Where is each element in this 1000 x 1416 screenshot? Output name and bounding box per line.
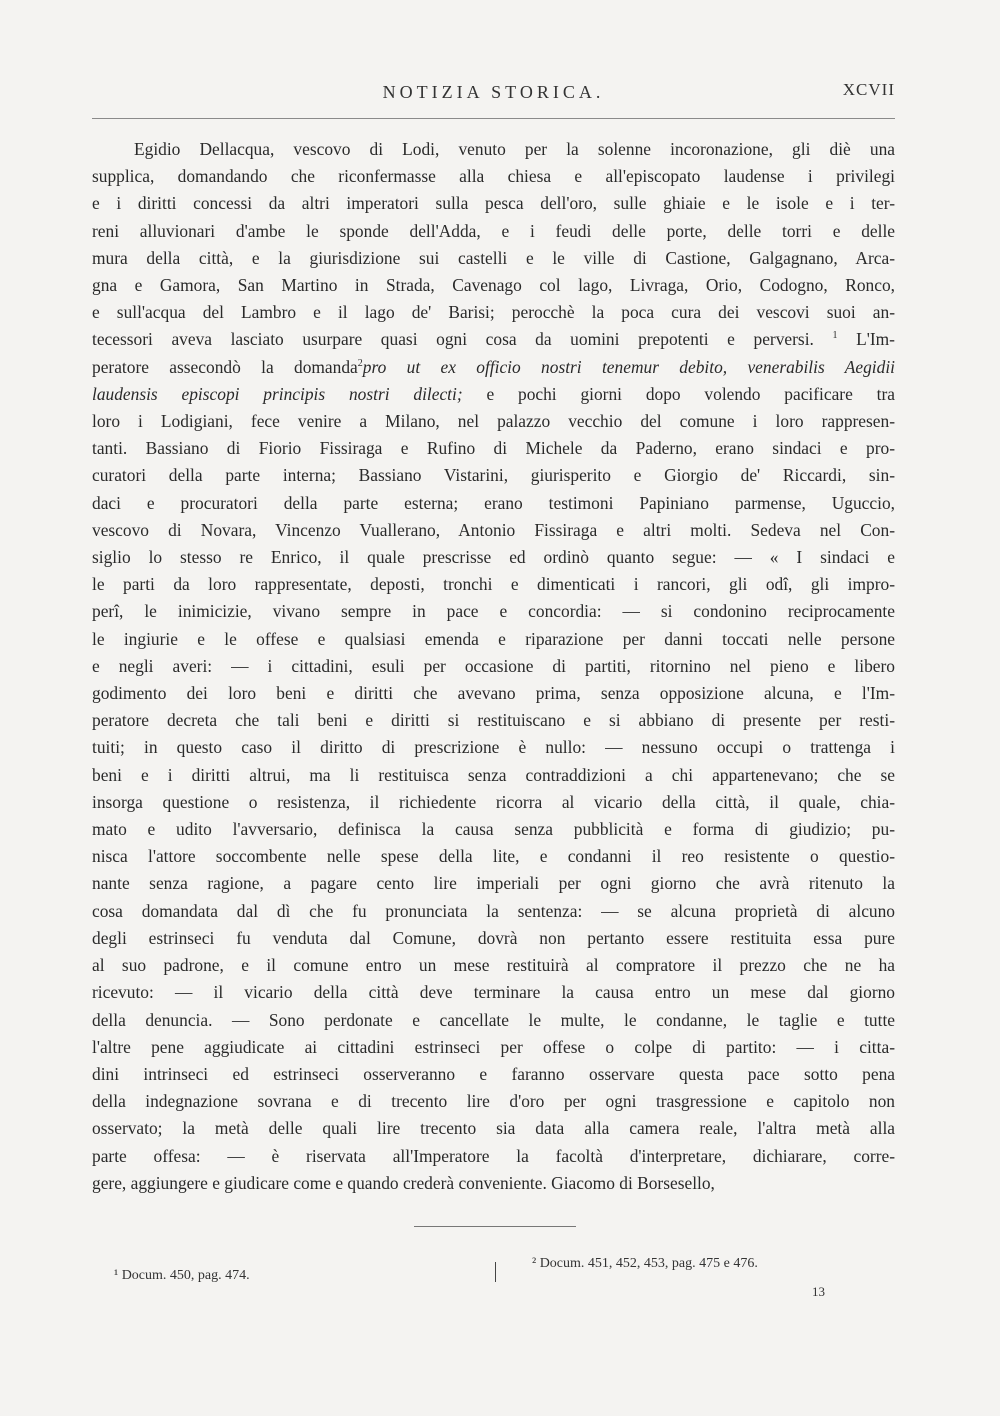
text-line: osservato; la metà delle quali lire trecento sia data alla camera reale, l'altra metà alla — [92, 1118, 895, 1139]
footnote-1: ¹ Docum. 450, pag. 474. — [114, 1268, 250, 1283]
text-line: nisca l'attore soccombente nelle spese della lite, e condanni il reo resistente o questio- — [92, 846, 895, 867]
header-rule — [92, 118, 895, 119]
text-line: peratore decreta che tali beni e diritti si restituiscano e si abbiano di presente per resti- — [92, 710, 895, 731]
footnote-ref: 2 — [357, 357, 363, 369]
text-line: l'altre pene aggiudicate ai cittadini estrinseci per offese o colpe di partito: — i citta- — [92, 1036, 895, 1057]
text-line: tuiti; in questo caso il diritto di prescrizione è nullo: — nessuno occupi o trattenga i — [92, 737, 895, 758]
text-fragment: peratore assecondò la domanda — [92, 356, 358, 377]
text-line: ricevuto: — il vicario della città deve terminare la causa entro un mese dal giorno — [92, 982, 895, 1003]
text-line: e i diritti concessi da altri imperatori sulla pesca dell'oro, sulle ghiaie e le isole e i ter- — [92, 193, 895, 214]
text-line: tanti. Bassiano di Fiorio Fissiraga e Rufino di Michele da Paderno, erano sindaci e pro- — [92, 438, 895, 459]
text-line: mato e udito l'avversario, definisca la causa senza pubblicità e forma di giudizio; pu- — [92, 819, 895, 840]
footnotes — [92, 1256, 895, 1316]
latin-quote: laudensis episcopi principis nostri dilecti; — [92, 383, 463, 404]
text-line: beni e i diritti altrui, ma li restituisca senza contraddizioni a chi appartenevano; che se — [92, 764, 895, 785]
text-line: Egidio Dellacqua, vescovo di Lodi, venuto per la solenne incoronazione, gli diè una — [134, 139, 895, 159]
text-line: gna e Gamora, San Martino in Strada, Cavenago col lago, Livraga, Orio, Codogno, Ronco, — [92, 275, 895, 296]
footnote-ref: 1 — [832, 330, 838, 342]
text-line: della denuncia. — Sono perdonate e cancellate le multe, le condanne, le taglie e tutte — [92, 1009, 895, 1030]
text-line: dini intrinseci ed estrinseci osserveranno e faranno osservare questa pace sotto pena — [92, 1063, 895, 1084]
running-head — [92, 80, 895, 110]
text-line: curatori della parte interna; Bassiano Vistarini, giurisperito e Giorgio de' Riccardi, sin- — [92, 465, 895, 486]
footnote-2: ² Docum. 451, 452, 453, pag. 475 e 476. — [532, 1256, 758, 1271]
text-line: della indegnazione sovrana e di trecento lire d'oro per ogni trasgressione e capitolo non — [92, 1091, 895, 1112]
text-line: nante senza ragione, a pagare cento lire imperiali per ogni giorno che avrà ritenuto la — [92, 873, 895, 894]
text-line: perî, le inimicizie, vivano sempre in pace e concordia: — si condonino reciprocamente — [92, 601, 895, 622]
text-fragment: L'Im- — [856, 329, 895, 350]
running-title: NOTIZIA STORICA. — [382, 82, 605, 102]
text-line: e negli averi: — i cittadini, esuli per occasione di partiti, ritornino nel pieno e libero — [92, 655, 895, 676]
text-line: cosa domandata dal dì che fu pronunciata la sentenza: — se alcuna proprietà di alcuno — [92, 900, 895, 921]
text-line: mura della città, e la giurisdizione sui castelli e le ville di Castione, Galgagnano, Arca- — [92, 247, 895, 268]
text-fragment: e pochi giorni dopo volendo pacificare tra — [486, 383, 895, 404]
text-line — [92, 381, 895, 408]
text-line: daci e procuratori della parte esterna; erano testimoni Papiniano parmense, Uguccio, — [92, 492, 895, 513]
text-line: supplica, domandando che riconfermasse alla chiesa e all'episcopato laudense i privilegi — [92, 166, 895, 187]
page-number: XCVII — [842, 80, 895, 99]
text-line: reni alluvionari d'ambe le sponde dell'Adda, e i feudi delle porte, delle torri e delle — [92, 220, 895, 241]
text-line: le parti da loro rappresentate, deposti, tronchi e dimenticati i rancori, gli odî, gli impro- — [92, 574, 895, 595]
text-line: al suo padrone, e il comune entro un mese restituirà al compratore il prezzo che ne ha — [92, 955, 895, 976]
footnote-rule — [414, 1226, 576, 1227]
text-line: gere, aggiungere e giudicare come e quando crederà conveniente. Giacomo di Borsesello, — [92, 1172, 715, 1193]
text-line: e sull'acqua del Lambro e il lago de' Barisi; perocchè la poca cura dei vescovi suoi an- — [92, 302, 895, 323]
text-fragment: tecessori aveva lasciato usurpare quasi ogni cosa da uomini prepotenti e perversi. — [92, 329, 814, 350]
text-line: le ingiurie e le offese e qualsiasi emenda e riparazione per danni toccati nelle persone — [92, 628, 895, 649]
text-line: degli estrinseci fu venduta dal Comune, dovrà non pertanto essere restituita essa pure — [92, 927, 895, 948]
text-line: vescovo di Novara, Vincenzo Vuallerano, Antonio Fissiraga e altri molti. Sedeva nel Con- — [92, 519, 895, 540]
text-line: insorga questione o resistenza, il richiedente ricorra al vicario della città, il quale, chia- — [92, 791, 895, 812]
text-line-with-note — [92, 326, 895, 353]
text-line-with-note — [92, 354, 895, 381]
text-line: godimento dei loro beni e diritti che avevano prima, senza opposizione alcuna, e l'Im- — [92, 683, 895, 704]
latin-quote: pro ut ex officio nostri tenemur debito, venerabilis Aegidii — [362, 356, 895, 377]
body-text — [92, 136, 895, 1197]
text-line: parte offesa: — è riservata all'Imperatore la facoltà d'interpretare, dichiarare, corre- — [92, 1145, 895, 1166]
footnote-separator — [495, 1262, 496, 1282]
text-line: loro i Lodigiani, fece venire a Milano, nel palazzo vecchio del comune i loro rappresen- — [92, 411, 895, 432]
text-line: siglio lo stesso re Enrico, il quale prescrisse ed ordinò quanto segue: — « I sindaci e — [92, 547, 895, 568]
signature-mark: 13 — [812, 1284, 825, 1299]
